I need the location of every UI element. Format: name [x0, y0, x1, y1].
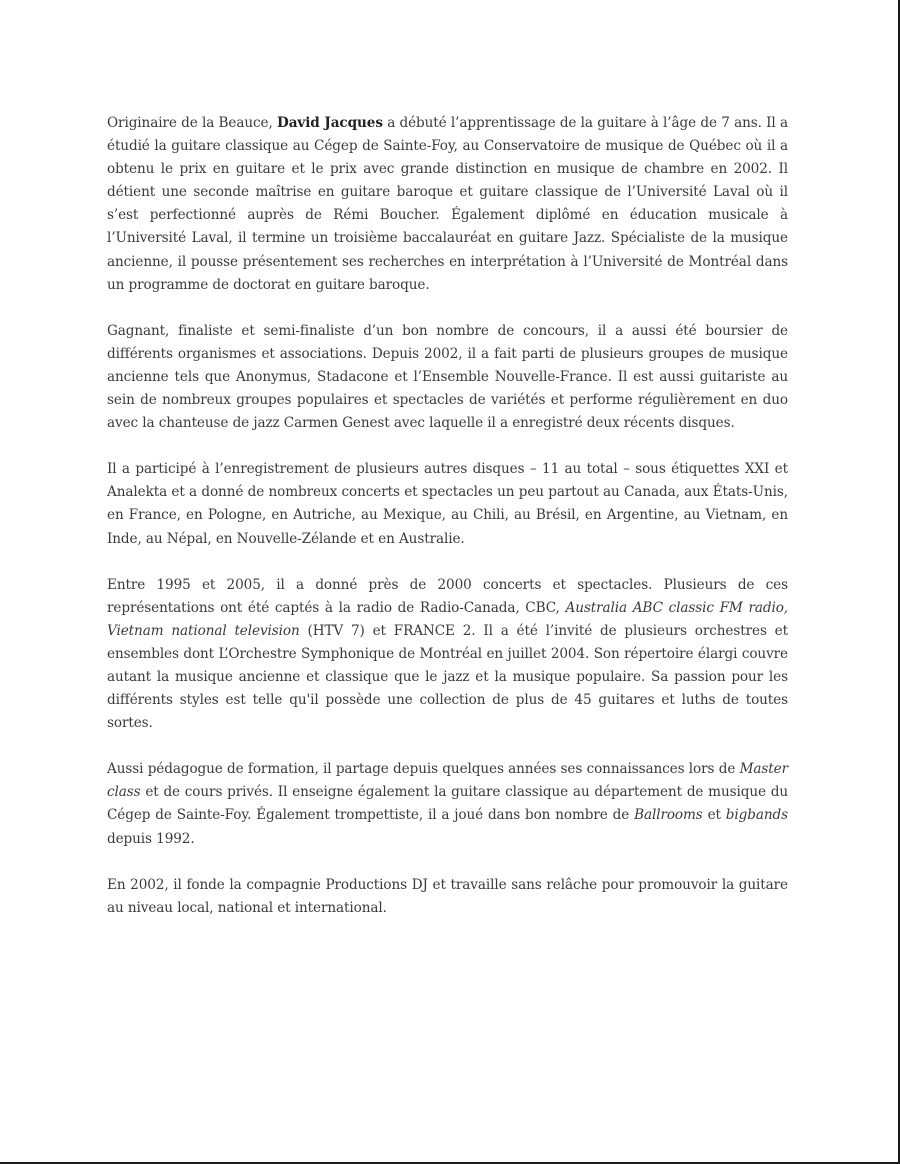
paragraph-5-end: depuis 1992.	[107, 830, 195, 847]
paragraph-3: Il a participé à l’enregistrement de plusieurs autres disques – 11 au total – sous étiquettes XXI et Analekta et a donné de nombreux concerts et spectacles un peu partout au Canada, aux États-Unis, en France, en Pologne, en Autriche, au Mexique, au Chili, au Brésil, en Argentine, au Vietnam, en Inde, au Népal, en Nouvelle-Zélande et en Australie.	[107, 461, 788, 547]
artist-name: David Jacques	[277, 115, 383, 131]
paragraph-5	[107, 758, 788, 850]
paragraph-1-intro: Originaire de la Beauce,	[107, 115, 277, 131]
master-class-italic: Master class	[107, 761, 788, 801]
paragraph-2: Gagnant, finaliste et semi-finaliste d’un bon nombre de concours, il a aussi été boursier de différents organismes et associations. Depuis 2002, il a fait parti de plusieurs groupes de musique ancienne tels que Anonymus, Stadacone et l’Ensemble Nouvelle-France. Il est aussi guitariste au sein de nombreux groupes populaires et spectacles de variétés et performe régulièrement en duo avec la chanteuse de jazz Carmen Genest avec laquelle il a enregistré deux récents disques.	[107, 322, 788, 432]
biography-text	[107, 112, 788, 920]
paragraph-6: En 2002, il fonde la compagnie Productions DJ et travaille sans relâche pour promouvoir la guitare au niveau local, national et international.	[107, 876, 788, 916]
paragraph-1-body: a débuté l’apprentissage de la guitare à l’âge de 7 ans. Il a étudié la guitare classique au Cégep de Sainte-Foy, au Conservatoire de musique de Québec où il a obtenu le prix en guitare et le prix avec grande distinction en musique de chambre en 2002. Il détient une seconde maîtrise en guitare baroque et guitare classique de l’Université Laval où il s’est perfectionné auprès de Rémi Boucher. Également diplômé en éducation musicale à l’Université Laval, il termine un troisième baccalauréat en guitare Jazz. Spécialiste de la musique ancienne, il pousse présentement ses recherches en interprétation à l’Université de Montréal dans un programme de doctorat en guitare baroque.	[107, 115, 788, 293]
ballrooms-italic: Ballrooms	[634, 807, 703, 824]
paragraph-1	[107, 112, 788, 297]
paragraph-4-body: (HTV 7) et FRANCE 2. Il a été l’invité de plusieurs orchestres et ensembles dont L’Orchestre Symphonique de Montréal en juillet 2004. Son répertoire élargi couvre autant la musique ancienne et classique que le jazz et la musique populaire. Sa passion pour les différents styles est telle qu'il possède une collection de plus de 45 guitares et luths de toutes sortes.	[107, 622, 788, 732]
paragraph-5-intro: Aussi pédagogue de formation, il partage depuis quelques années ses connaissances lors de	[107, 761, 740, 778]
paragraph-5-middle: et de cours privés. Il enseigne également la guitare classique au département de musique du Cégep de Sainte-Foy. Également trompettiste, il a joué dans bon nombre de	[107, 784, 788, 824]
bigbands-italic: bigbands	[725, 807, 788, 824]
paragraph-4	[107, 574, 788, 736]
paragraph-5-and: et	[702, 807, 726, 824]
paragraph-4-intro: Entre 1995 et 2005, il a donné près de 2000 concerts et spectacles. Plusieurs de ces représentations ont été captés à la radio de Radio-Canada, CBC,	[107, 576, 788, 616]
broadcasters-italic: Australia ABC classic FM radio, Vietnam national television	[107, 599, 789, 639]
